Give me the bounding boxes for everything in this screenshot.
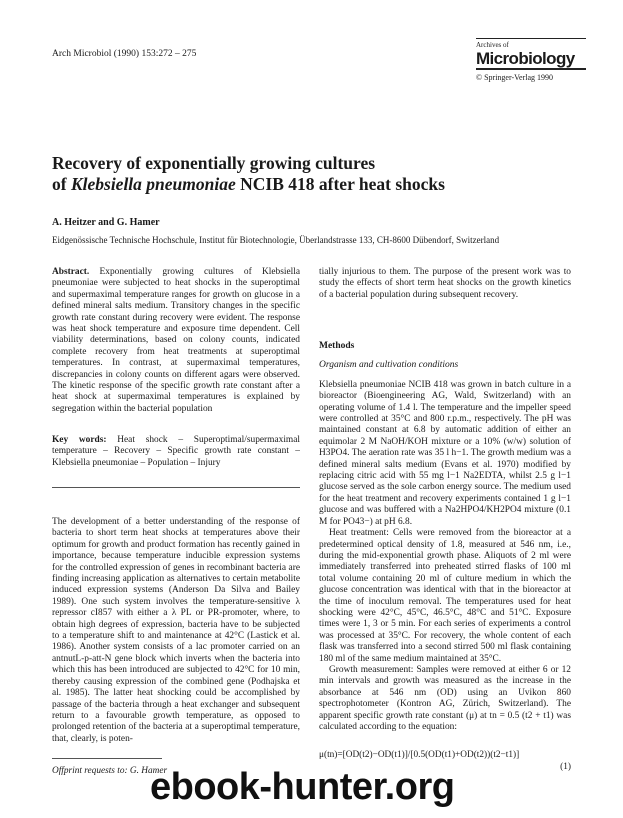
equation: μ(tn)=[OD(t2)−OD(t1)]/[0.5(OD(t1)+OD(t2))(t2−t1)]	[319, 750, 520, 760]
equation-number: (1)	[560, 762, 571, 772]
abstract-text: Exponentially growing cultures of Klebsiella pneumoniae were subjected to heat shocks in the superoptimal and supermaximal temperature ranges for growth on glucose in a defined mineral salts medium. Transitory changes in the specific growth rate constant during recovery were evident. The response was heat shock temperature and exposure time dependent. Cell viability determinations, based on colony counts, indicated complete recovery from heat treatments at superoptimal temperatures. In contrast, at supermaximal temperatures, discrepancies in colony counts on different agars were observed. The kinetic response of the specific growth rate constant after a heat shock at supermaximal temperatures is explained by segregation within the bacterial population	[52, 267, 301, 414]
authors: A. Heitzer and G. Hamer	[52, 217, 160, 228]
masthead-label: Archives of	[476, 38, 586, 49]
methods-heading: Methods	[319, 341, 355, 351]
keywords-text: Heat shock – Superoptimal/supermaximal temperature – Recovery – Specific growth rate constant – Klebsiella pneumoniae – Population – Injury	[52, 435, 300, 468]
title-line-2-pre: of	[52, 174, 71, 194]
keywords	[52, 435, 300, 469]
intro-continued	[319, 267, 571, 301]
growth-measurement-paragraph: Growth measurement: Samples were removed at either 6 or 12 min intervals and growth was measured as the increase in the absorbance at 546 nm (OD) using an Uvikon 860 spectrophotometer (Kontron AG, Zürich, Switzerland). The apparent specific growth rate constant (μ) at tn = 0.5 (t2 + t1) was calculated according to the equation:	[319, 664, 571, 732]
organism-heading: Organism and cultivation conditions	[319, 360, 459, 371]
abstract	[52, 267, 300, 415]
affiliation: Eidgenössische Technische Hochschule, Institut für Biotechnologie, Überlandstrasse 133, CH-8600 Dübendorf, Switzerland	[52, 235, 500, 245]
masthead-copyright: © Springer-Verlag 1990	[476, 73, 554, 82]
article-title	[52, 153, 592, 195]
keywords-label: Key words:	[52, 435, 107, 445]
heat-treatment-paragraph: Heat treatment: Cells were removed from the bioreactor at a predetermined optical density of 1.8, measured at 546 nm, i.e., during the mid-exponential growth phase. Aliquots of 2 ml were immediately transferred into preheated stirred flasks of 100 ml total volume containing 20 ml of culture medium in which the glucose concentration was identical with that in the bioreactor at the time of inoculum removal. The temperatures used for heat shocking were 42°C, 45°C, 46.5°C, 48°C and 51°C. Exposure times were 1, 3 or 5 min. For each series of experiments a control was processed at 35°C. For recovery, the whole content of each flask was transferred into a second stirred 500 ml flask containing 180 ml of the same medium maintained at 35°C.	[319, 528, 571, 664]
section-divider	[52, 487, 300, 488]
introduction	[52, 517, 300, 745]
title-organism: Klebsiella pneumoniae	[70, 174, 236, 194]
abstract-label: Abstract.	[52, 267, 90, 277]
organism-paragraph: Klebsiella pneumoniae NCIB 418 was grown in batch culture in a bioreactor (Bioengineering AG, Wald, Switzerland) with an operating volume of 1.4 l. The temperature and the impeller speed were controlled at 35°C and 800 r.p.m., respectively. The pH was maintained constant at 6.8 by automatic addition of either an equimolar 2 M NaOH/KOH mixture or a 10% (w/w) solution of H3PO4. The aeration rate was 35 l h−1. The growth medium was a defined mineral salts medium (Evans et al. 1970) modified by replacing citric acid with 55 mg l−1 Na2EDTA, whilst 2.5 g l−1 glucose served as the sole carbon energy source. The medium used for the heat treatment and recovery experiments contained 1 g l−1 glucose and was buffered with a Na2HPO4/KH2PO4 mixture (0.1 M for PO43−) at pH 6.8.	[319, 379, 571, 527]
equation-block	[319, 750, 571, 772]
watermark: ebook-hunter.org	[150, 766, 455, 808]
intro-continued-text: tially injurious to them. The purpose of the present work was to study the effects of short term heat shocks on the growth kinetics of a bacterial population during subsequent recovery.	[319, 267, 571, 300]
offprint-note: Offprint requests to: G. Hamer	[52, 766, 168, 776]
journal-citation: Arch Microbiol (1990) 153:272 – 275	[52, 49, 197, 59]
title-line-1: Recovery of exponentially growing cultures	[52, 153, 376, 173]
intro-paragraph: The development of a better understanding of the response of bacteria to short term heat shocks at temperatures above their optimum for growth and product formation has recently gained in importance, because temperature inducible expression systems for the controlled expression of genes in recombinant bacteria are finding increasing application as alternatives to certain metabolite induced expression systems (Anderson Da Silva and Bailey 1989). One such system involves the temperature-sensitive λ repressor cI857 with either a λ PL or PR-promoter, where, to obtain high degrees of expression, bacteria have to be subjected to a temperature shift to and maintenance at 42°C (Lastick et al. 1986). Another system consists of a lac promoter carried on an antnutL-p-att-N gene block which inverts when the bacteria into which this has been introduced are subjected to 42°C for 10 min, thereby causing expression of the combined gene (Podhajska et al. 1985). The latter heat shocking could be accomplished by passage of the bacteria through a heat exchanger and subsequent return to a favourable growth temperature, as opposed to prolonged retention of the bacteria at a superoptimal temperature, that, clearly, is poten-	[52, 517, 300, 744]
footnote-divider	[52, 758, 162, 759]
methods-section	[319, 341, 571, 733]
masthead-name: Microbiology	[476, 49, 586, 70]
title-line-2-post: NCIB 418 after heat shocks	[235, 174, 445, 194]
journal-masthead	[476, 38, 586, 83]
